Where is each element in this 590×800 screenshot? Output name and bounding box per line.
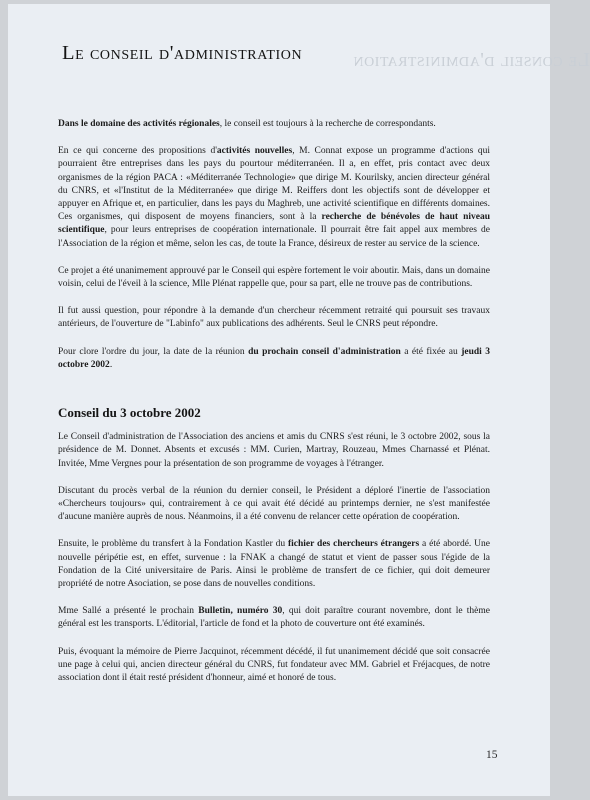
paragraph-labinfo: Il fut aussi question, pour répondre à la demande d'un chercheur récemment retraité qui poursuit ses travaux antérieurs, de l'ouverture de "Labinfo" aux publications des adhérents. Seul le CNRS peut répondre. (58, 306, 490, 330)
paragraph-bulletin: Mme Sallé a présenté le prochain Bulletin, numéro 30, qui doit paraître courant novembre, dont le thème général est les transports. L'éditorial, l'article de fond et la photo de couverture ont été examinés. (58, 606, 490, 630)
section-heading: Conseil du 3 octobre 2002 (58, 405, 201, 421)
paragraph-new-activities: En ce qui concerne des propositions d'activités nouvelles, M. Connat expose un programme d'actions qui pourraient être entreprises dans les pays du pourtour méditerranéen. Il a, en effet, pris contact avec deux organismes de la région PACA : «Méditerranée Technologie» que dirige M. Kourilsky, ancien directeur général du CNRS, et «l'Institut de la Méditerranée» que dirige M. Reiffers dont les objectifs sont de développer et appuyer en Afrique et, en particulier, dans les pays du Maghreb, une activité scientifique en différents domaines. Ces organismes, qui disposent de moyens financiers, sont à la recherche de bénévoles de haut niveau scientifique, pour leurs entreprises de coopération internationale. Il pourrait être fait appel aux membres de l'Association de la région et même, selon les cas, de toute la France, désireux de rester au service de la science. (58, 146, 490, 249)
paragraph-file-transfer: Ensuite, le problème du transfert à la Fondation Kastler du fichier des chercheurs étrangers a été abordé. Une nouvelle péripétie est, en effet, survenue : la FNAK a changé de statut et vient de passer sous l'égide de la Fondation de la Cité universitaire de Paris. Ainsi le problème de transfert de ce fichier, qui doit demeurer propriété de notre Asociation, se pose dans de nouvelles conditions. (58, 539, 490, 590)
paragraph-next-meeting: Pour clore l'ordre du jour, la date de la réunion du prochain conseil d'administration a été fixée au jeudi 3 octobre 2002. (58, 346, 490, 370)
article-body (58, 118, 490, 699)
page-title: Le conseil d'administration (62, 42, 303, 64)
paragraph-meeting-attendance: Le Conseil d'administration de l'Association des anciens et amis du CNRS s'est réuni, le 3 octobre 2002, sous la présidence de M. Donnet. Absents et excusés : MM. Curien, Martray, Rouzeau, Mmes Charnassé et Plénat. Invitée, Mme Vergnes pour la présentation de son programme de voyages à l'étranger. (58, 432, 490, 469)
paragraph-regional-activities: Dans le domaine des activités régionales, le conseil est toujours à la recherche de correspondants. (58, 119, 436, 129)
document-page (8, 4, 590, 796)
paragraph-memorial: Puis, évoquant la mémoire de Pierre Jacquinot, récemment décédé, il fut unanimement décidé que soit consacrée une page à celui qui, ancien directeur général du CNRS, fut fondateur avec MM. Gabriel et Fréjacques, de notre association dont il était resté président d'honneur, aimé et honoré de tous. (58, 646, 490, 684)
page-number: 15 (486, 749, 498, 761)
paragraph-minutes-discussion: Discutant du procès verbal de la réunion du dernier conseil, le Président a déploré l'inertie de l'association «Chercheurs toujours» qui, contrairement à ce qui avait été décidé au printemps dernier, ne s'est manifestée d'aucune manière auprès de nous. Néanmoins, il a été convenu de relancer cette opération de coopération. (58, 485, 490, 523)
paragraph-project-approval: Ce projet a été unanimement approuvé par le Conseil qui espère fortement le voir aboutir. Mais, dans un domaine voisin, celui de l'éveil à la science, Mlle Plénat rappelle que, pour sa part, elle ne trouve pas de contributions. (58, 265, 490, 290)
show-through-title: Le conseil d'administration (353, 49, 590, 71)
